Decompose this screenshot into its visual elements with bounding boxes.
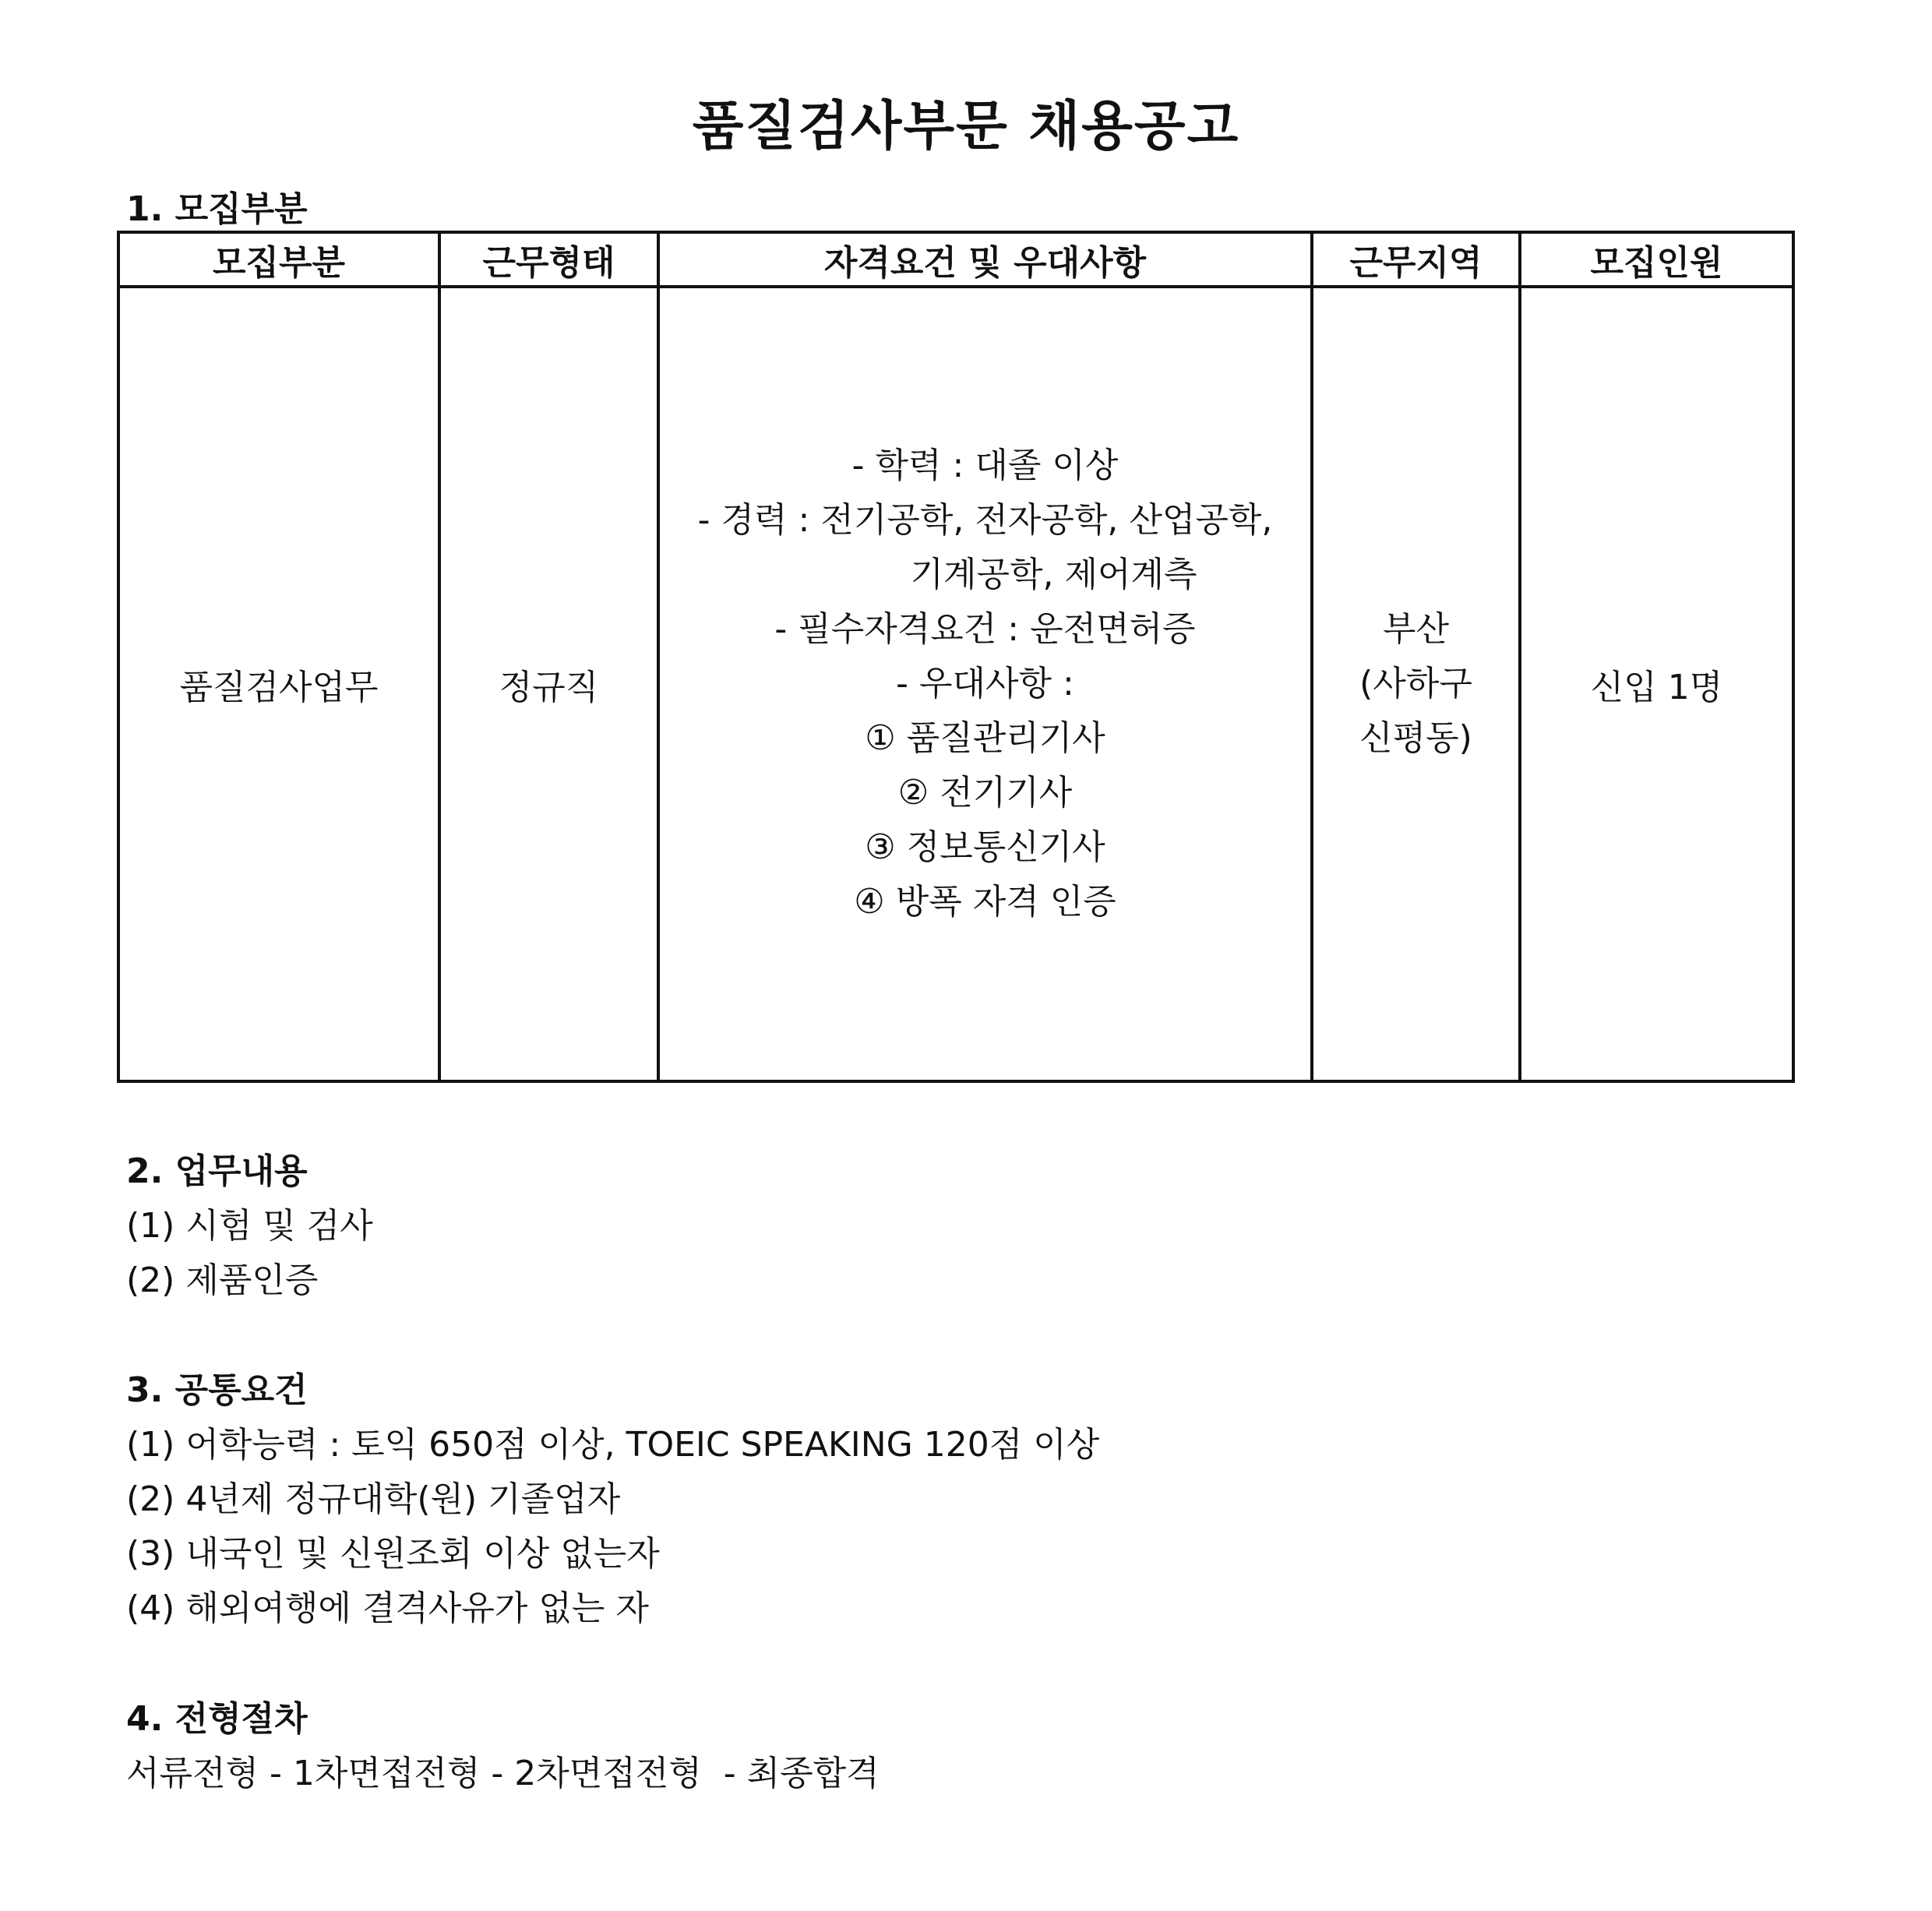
header-requirements: 자격요건 및 우대사항 — [658, 232, 1312, 287]
cell-requirements — [658, 287, 1312, 1081]
list-item: (3) 내국인 및 신원조회 이상 없는자 — [126, 1534, 660, 1574]
preferred-item: ① 품질관리기사 — [865, 718, 1105, 758]
location-line: 신평동) — [1359, 718, 1472, 758]
header-location: 근무지역 — [1312, 232, 1520, 287]
header-division: 모집부분 — [118, 232, 439, 287]
section-heading-process: 4. 전형절차 — [126, 1699, 308, 1739]
cell-location — [1312, 287, 1520, 1081]
location-line: 부산 — [1382, 609, 1449, 649]
table-header-row — [118, 232, 1793, 287]
requirement-line: - 우대사항 : — [896, 664, 1074, 703]
requirement-line: - 필수자격요건 : 운전면허증 — [774, 609, 1196, 649]
preferred-item: ② 전기기사 — [897, 773, 1073, 813]
recruitment-table — [117, 231, 1795, 1083]
cell-division: 품질검사업무 — [118, 287, 439, 1081]
section-heading-requirements: 3. 공통요건 — [126, 1370, 308, 1410]
header-headcount: 모집인원 — [1520, 232, 1793, 287]
table-row — [118, 287, 1793, 1081]
section-heading-recruitment: 1. 모집부분 — [126, 189, 308, 229]
list-item: (4) 해외여행에 결격사유가 없는 자 — [126, 1588, 649, 1628]
location-line: (사하구 — [1359, 664, 1472, 703]
preferred-item: ③ 정보통신기사 — [865, 827, 1105, 867]
requirement-line: - 경력 : 전기공학, 전자공학, 산업공학, — [697, 500, 1273, 540]
requirement-line: - 학력 : 대졸 이상 — [851, 446, 1119, 485]
list-item: (1) 어학능력 : 토익 650점 이상, TOEIC SPEAKING 120점 이상 — [126, 1425, 1100, 1465]
list-item: (2) 제품인증 — [126, 1260, 319, 1300]
cell-employment-type: 정규직 — [439, 287, 658, 1081]
header-employment-type: 근무형태 — [439, 232, 658, 287]
preferred-item: ④ 방폭 자격 인증 — [854, 882, 1116, 922]
list-item: (2) 4년제 정규대학(원) 기졸업자 — [126, 1479, 621, 1519]
section-heading-duties: 2. 업무내용 — [126, 1151, 308, 1191]
selection-process: 서류전형 - 1차면접전형 - 2차면접전형 - 최종합격 — [126, 1754, 880, 1793]
requirement-line: 기계공학, 제어계측 — [910, 555, 1197, 594]
page-title: 품질검사부문 채용공고 — [692, 96, 1240, 157]
cell-headcount: 신입 1명 — [1520, 287, 1793, 1081]
list-item: (1) 시험 및 검사 — [126, 1206, 373, 1246]
